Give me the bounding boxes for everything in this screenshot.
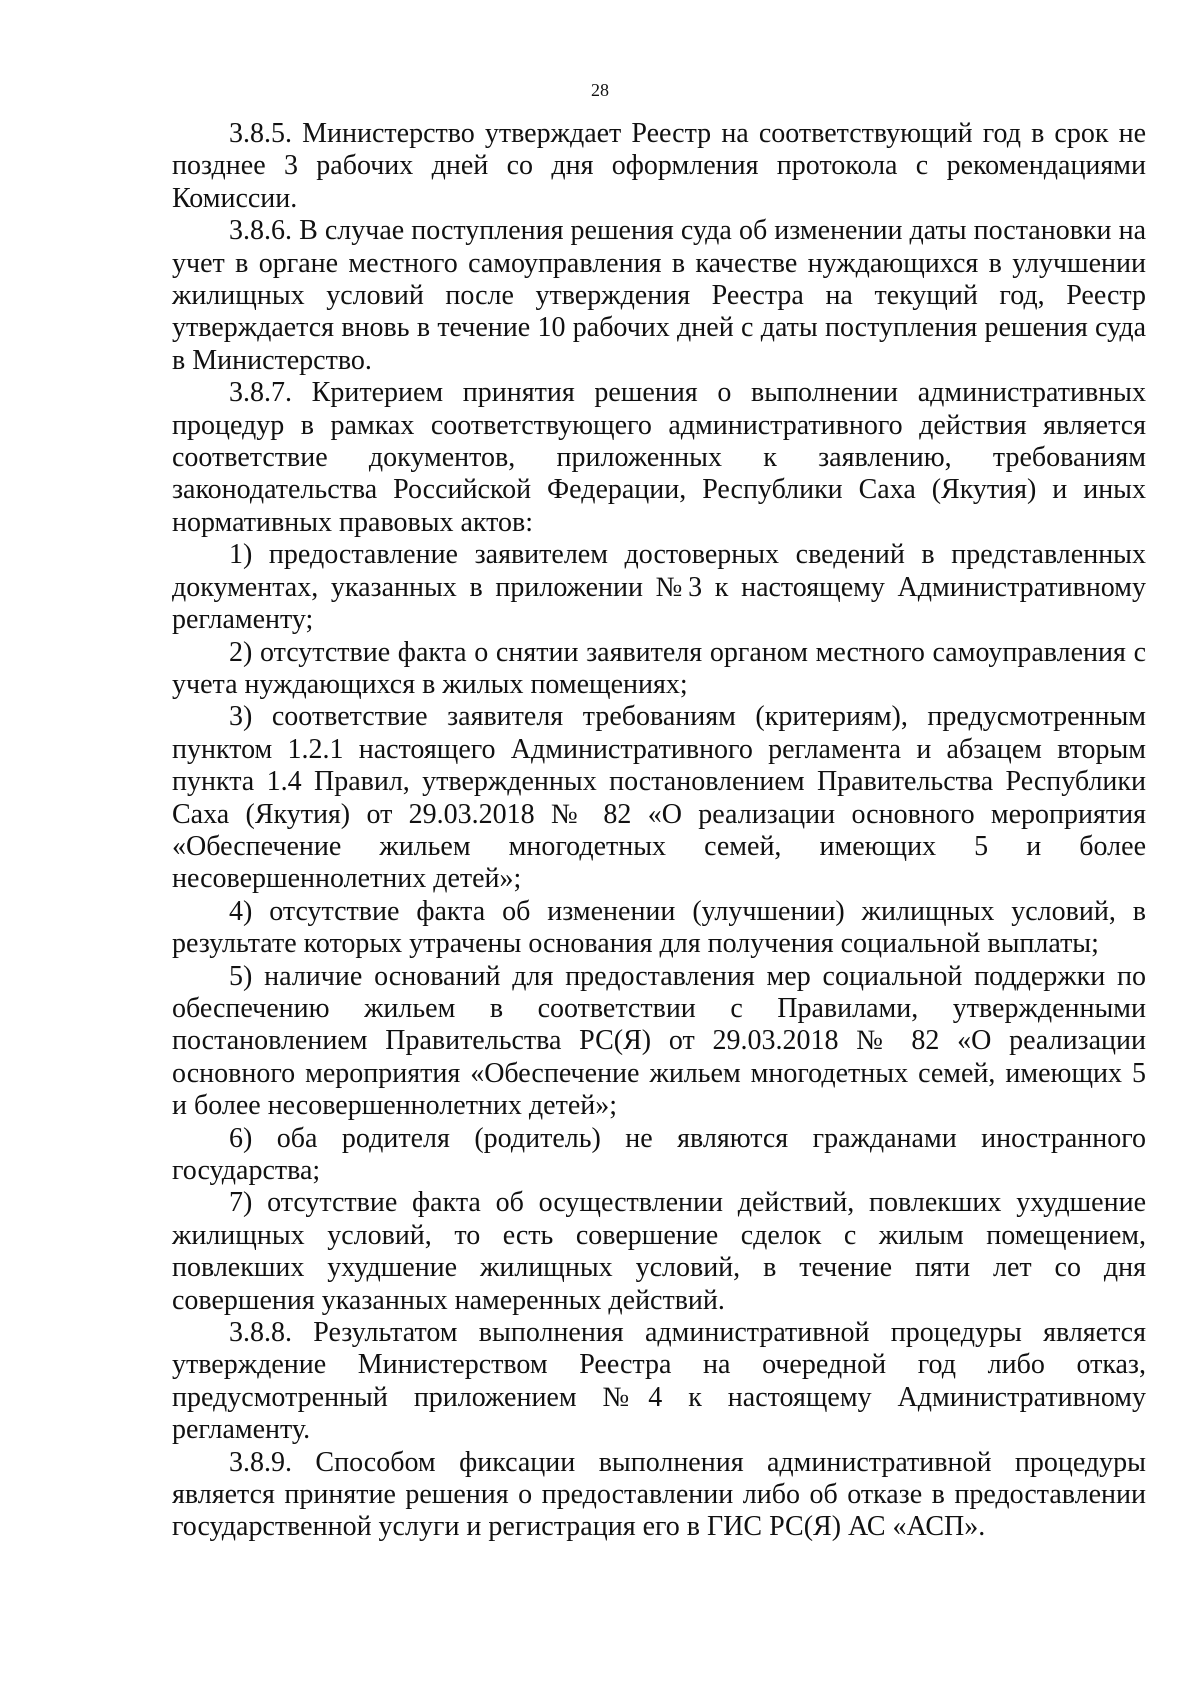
- document-body: [172, 118, 1146, 1544]
- paragraph-3-8-5: 3.8.5. Министерство утверждает Реестр на соответствующий год в срок не позднее 3 рабочих дней со дня оформления протокола с рекомендациями Комиссии.: [172, 118, 1146, 214]
- criterion-item-4: 4) отсутствие факта об изменении (улучшении) жилищных условий, в результате которых утрачены основания для получения социальной выплаты;: [172, 895, 1146, 960]
- criterion-item-1: 1) предоставление заявителем достоверных сведений в представленных документах, указанных в приложении №3 к настоящему Административному регламенту;: [172, 539, 1146, 636]
- paragraph-3-8-6: 3.8.6. В случае поступления решения суда об изменении даты постановки на учет в органе местного самоуправления в качестве нуждающихся в улучшении жилищных условий после утверждения Реестра на текущий год, Реестр утверждается вновь в течение 10 рабочих дней с даты поступления решения суда в Министерство.: [172, 215, 1146, 376]
- criterion-item-7: 7) отсутствие факта об осуществлении действий, повлекших ухудшение жилищных условий, то есть совершение сделок с жилым помещением, повлекших ухудшение жилищных условий, в течение пяти лет со дня совершения указанных намеренных действий.: [172, 1187, 1146, 1316]
- paragraph-3-8-8: 3.8.8. Результатом выполнения административной процедуры является утверждение Министерством Реестра на очередной год либо отказ, предусмотренный приложением №4 к настоящему Административному регламенту.: [172, 1317, 1146, 1446]
- paragraph-3-8-7: 3.8.7. Критерием принятия решения о выполнении административных процедур в рамках соответствующего административного действия является соответствие документов, приложенных к заявлению, требованиям законодательства Российской Федерации, Республики Саха (Якутия) и иных нормативных правовых актов:: [172, 377, 1146, 538]
- criterion-item-6: 6) оба родителя (родитель) не являются гражданами иностранного государства;: [172, 1122, 1146, 1186]
- criterion-item-2: 2) отсутствие факта о снятии заявителя органом местного самоуправления с учета нуждающихся в жилых помещениях;: [172, 636, 1146, 700]
- criterion-item-5: 5) наличие оснований для предоставления мер социальной поддержки по обеспечению жильем в соответствии с Правилами, утвержденными постановлением Правительства РС(Я) от 29.03.2018 № 82 «О реализации основного мероприятия «Обеспечение жильем многодетных семей, имеющих 5 и более несовершеннолетних детей»;: [172, 960, 1146, 1122]
- page-number: 28: [591, 80, 609, 100]
- criterion-item-3: 3) соответствие заявителя требованиям (критериям), предусмотренным пунктом 1.2.1 настоящего Административного регламента и абзацем вторым пункта 1.4 Правил, утвержденных постановлением Правительства Республики Саха (Якутия) от 29.03.2018 № 82 «О реализации основного мероприятия «Обеспечение жильем многодетных семей, имеющих 5 и более несовершеннолетних детей»;: [172, 701, 1146, 895]
- paragraph-3-8-9: 3.8.9. Способом фиксации выполнения административной процедуры является принятие решения о предоставлении либо об отказе в предоставлении государственной услуги и регистрация его в ГИС РС(Я) АС «АСП».: [172, 1446, 1146, 1543]
